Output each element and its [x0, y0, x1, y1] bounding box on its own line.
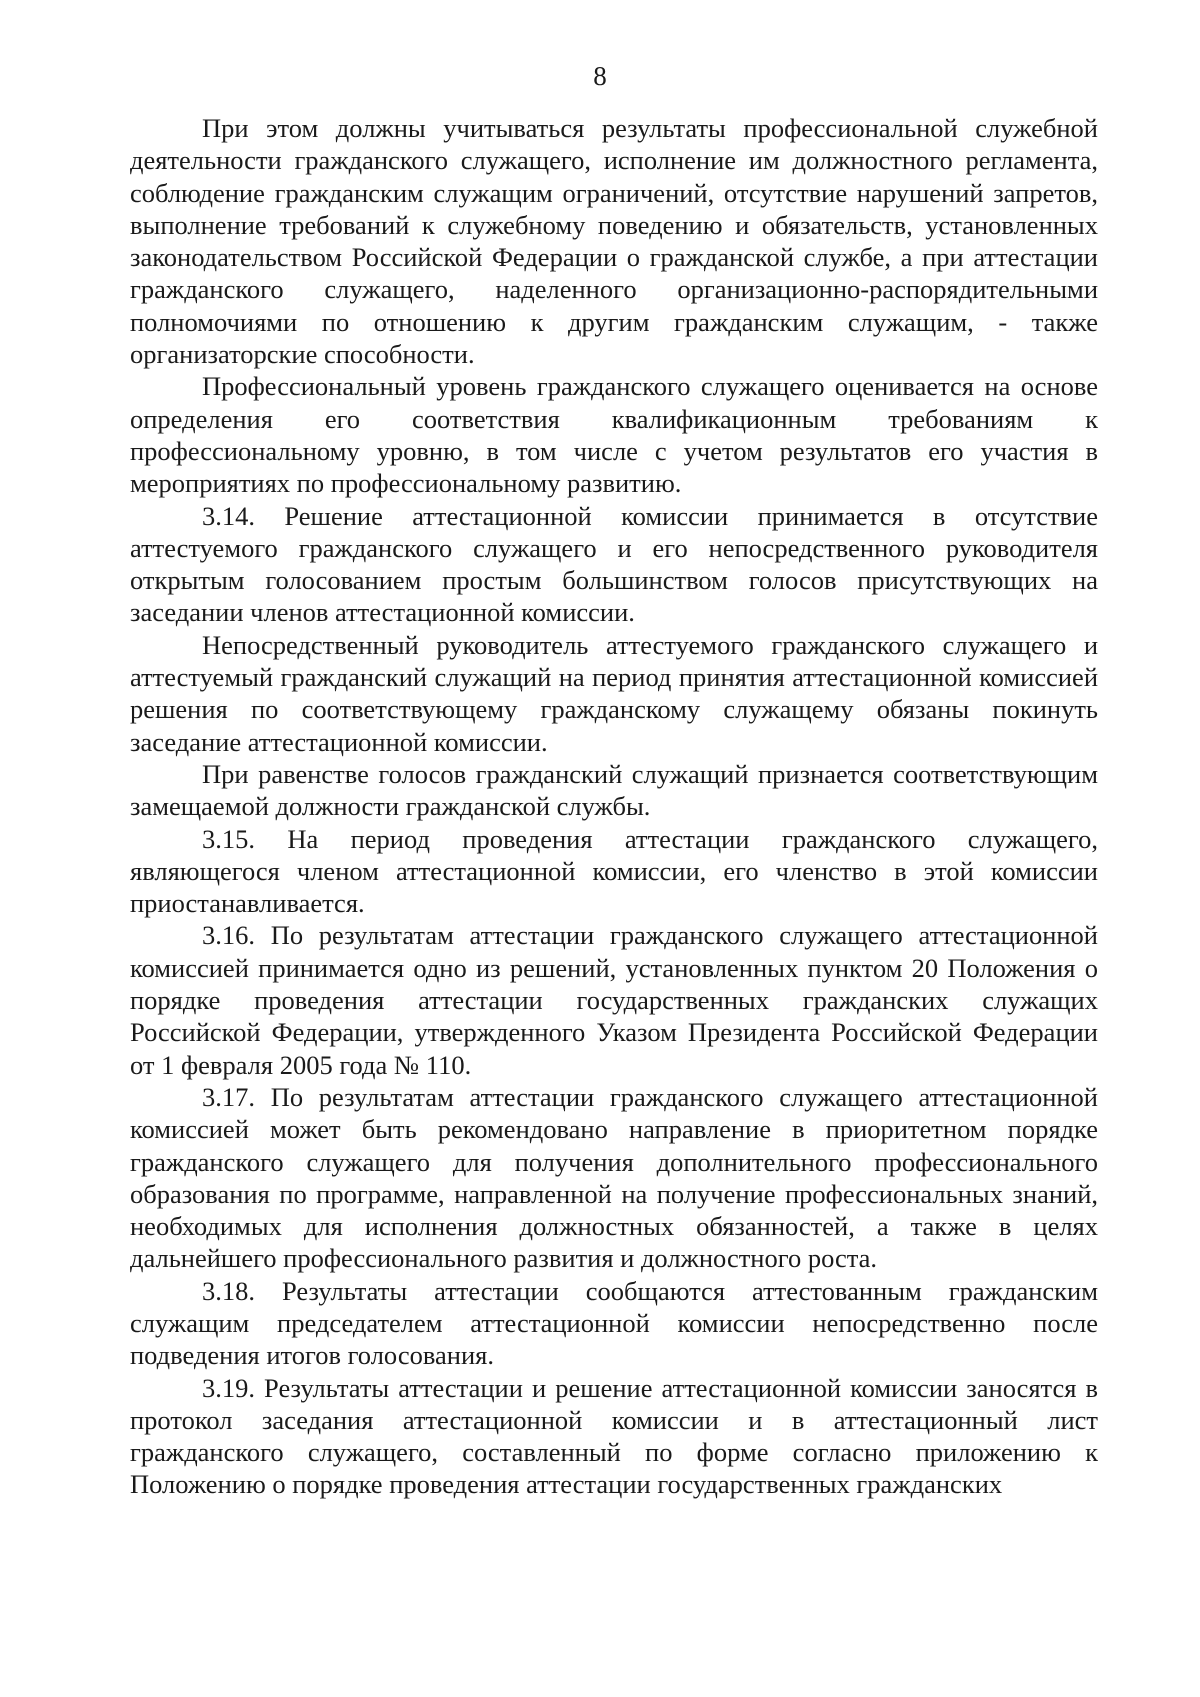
paragraph-3-14: 3.14. Решение аттестационной комиссии принимается в отсутствие аттестуемого гражданского служащего и его непосредственного руководителя открытым голосованием простым большинством голосов присутствующих на заседании членов аттестационной комиссии. [130, 500, 1098, 628]
paragraph-equal-votes: При равенстве голосов гражданский служащий признается соответствующим замещаемой должности гражданской службы. [130, 758, 1098, 822]
paragraph-3-19: 3.19. Результаты аттестации и решение аттестационной комиссии заносятся в протокол заседания аттестационной комиссии и в аттестационный лист гражданского служащего, составленный по форме согласно приложению к Положению о порядке проведения аттестации государственных гражданских [130, 1372, 1098, 1500]
paragraph-supervisor-leave: Непосредственный руководитель аттестуемого гражданского служащего и аттестуемый гражданский служащий на период принятия аттестационной комиссией решения по соответствующему гражданскому служащему обязаны покинуть заседание аттестационной комиссии. [130, 629, 1098, 757]
document-body [130, 112, 1098, 1501]
paragraph-3-16: 3.16. По результатам аттестации гражданского служащего аттестационной комиссией принимается одно из решений, установленных пунктом 20 Положения о порядке проведения аттестации государственных гражданских служащих Российской Федерации, утвержденного Указом Президента Российской Федерации от 1 февраля 2005 года № 110. [130, 920, 1098, 1080]
paragraph-evaluation-criteria: При этом должны учитываться результаты профессиональной служебной деятельности гражданского служащего, исполнение им должностного регламента, соблюдение гражданским служащим ограничений, отсутствие нарушений запретов, выполнение требований к служебному поведению и обязательств, установленных законодательством Российской Федерации о гражданской службе, а при аттестации гражданского служащего, наделенного организационно-распорядительными полномочиями по отношению к другим гражданским служащим, - также организаторские способности. [130, 113, 1098, 370]
page-number: 8 [593, 61, 607, 91]
paragraph-3-15: 3.15. На период проведения аттестации гражданского служащего, являющегося членом аттестационной комиссии, его членство в этой комиссии приостанавливается. [130, 823, 1098, 919]
paragraph-professional-level: Профессиональный уровень гражданского служащего оценивается на основе определения его соответствия квалификационным требованиям к профессиональному уровню, в том числе с учетом результатов его участия в мероприятиях по профессиональному развитию. [130, 371, 1098, 499]
paragraph-3-17: 3.17. По результатам аттестации гражданского служащего аттестационной комиссией может быть рекомендовано направление в приоритетном порядке гражданского служащего для получения дополнительного профессионального образования по программе, направленной на получение профессиональных знаний, необходимых для исполнения должностных обязанностей, а также в целях дальнейшего профессионального развития и должностного роста. [130, 1081, 1098, 1274]
paragraph-3-18: 3.18. Результаты аттестации сообщаются аттестованным гражданским служащим председателем аттестационной комиссии непосредственно после подведения итогов голосования. [130, 1275, 1098, 1371]
